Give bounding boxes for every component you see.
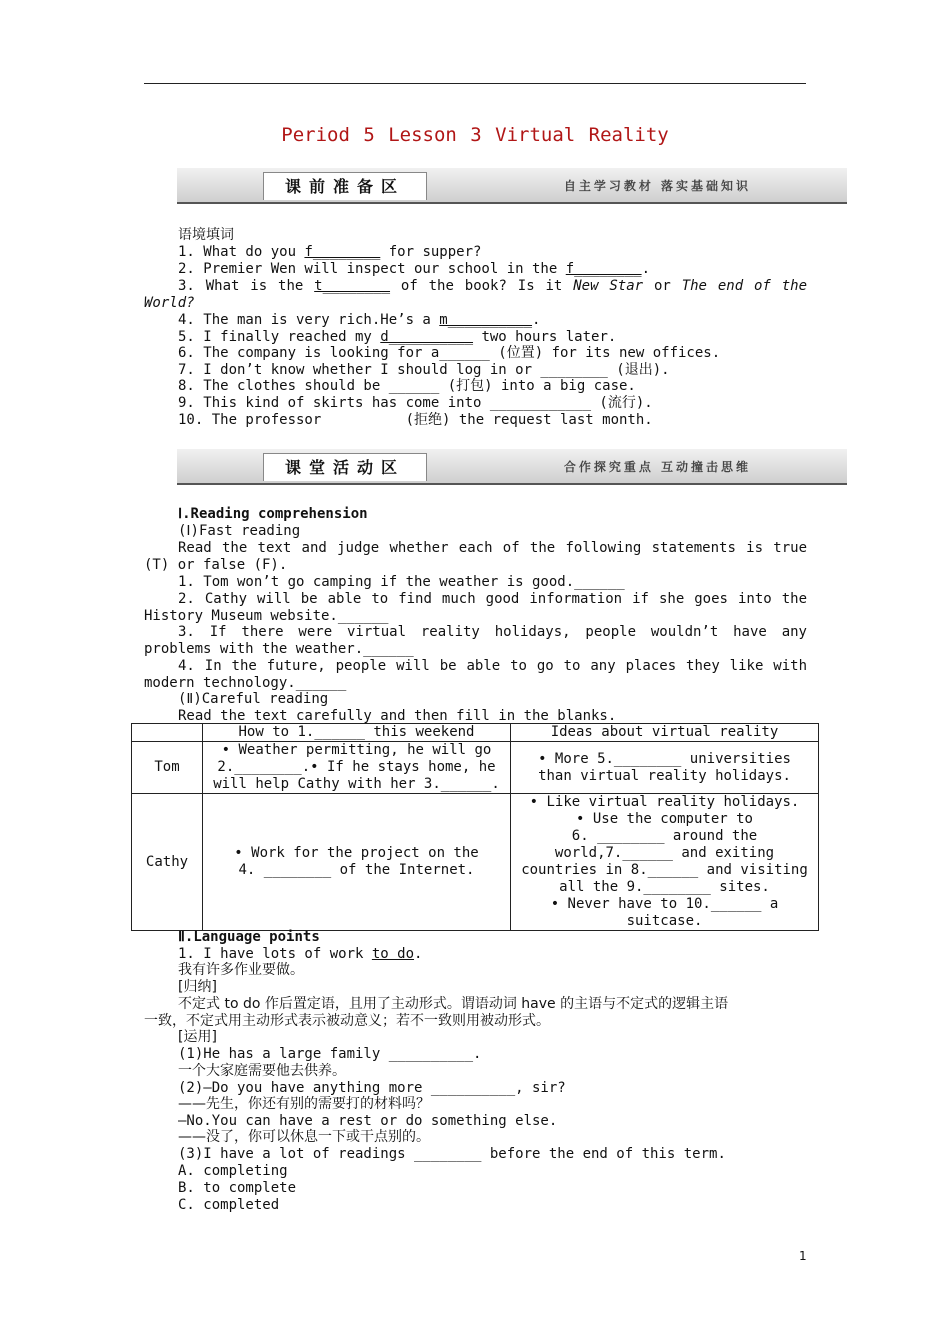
tom-plans: • Weather permitting, he will go 2.________.• If he stays home, he will help Cathy with her 3.______.	[203, 742, 511, 794]
question-9: 9. This kind of skirts has come into ____________ (流行).	[178, 395, 653, 411]
question-10: 10. The professor (拒绝) the request last month.	[178, 412, 653, 428]
fill-in-table	[131, 723, 819, 931]
label-practice: [运用]	[178, 1029, 217, 1045]
cathy-ideas: • Like virtual reality holidays. • Use the computer to 6. ________ around the world,7.______ and exiting countries in 8.______ and visiting all the 9.________ sites. • Never have to 10.______ a suitcase.	[511, 794, 819, 931]
label-summary: [归纳]	[178, 979, 217, 995]
banner-tab-label: 课堂活动区	[263, 453, 427, 481]
exercise-1-translation: 一个大家庭需要他去供养。	[178, 1063, 346, 1079]
subheading-fast-reading: (Ⅰ)Fast reading	[178, 523, 301, 539]
question-7: 7. I don’t know whether I should log in or ________ (退出).	[178, 362, 670, 378]
statement-3-cont: problems with the weather.______	[144, 641, 414, 657]
section-banner-classroom	[177, 449, 847, 485]
rule-line-2: 一致，不定式用主动形式表示被动意义；若不一致则用被动形式。	[144, 1013, 550, 1029]
question-3: 3. What is the t________ of the book? Is it New Star or The end of the	[178, 278, 807, 294]
section-heading-language: Ⅱ.Language points	[178, 929, 320, 945]
section-banner-preview	[177, 168, 847, 204]
question-1: 1. What do you f________ for supper?	[178, 244, 482, 260]
careful-reading-instruction: Read the text carefully and then fill in the blanks.	[178, 708, 617, 724]
exercise-2: (2)—Do you have anything more __________, sir?	[178, 1080, 566, 1096]
point-1: 1. I have lots of work to do.	[178, 946, 423, 962]
statement-3: 3. If there were virtual reality holidays, people wouldn’t have any	[178, 624, 807, 640]
table-row	[132, 742, 819, 794]
row-name-cathy: Cathy	[132, 794, 203, 931]
cathy-plans: • Work for the project on the 4. ________ of the Internet.	[203, 794, 511, 931]
exercise-3: (3)I have a lot of readings ________ before the end of this term.	[178, 1146, 726, 1162]
instruction-line-1: Read the text and judge whether each of the following statements is true	[178, 540, 807, 556]
statement-4: 4. In the future, people will be able to go to any places they like with	[178, 658, 807, 674]
statement-4-cont: modern technology.______	[144, 675, 347, 691]
banner-subtitle: 合作探究重点 互动撞击思维	[563, 460, 751, 474]
page-title: Period 5 Lesson 3 Virtual Reality	[281, 124, 669, 146]
table-header-empty	[132, 724, 203, 742]
question-5: 5. I finally reached my d__________ two hours later.	[178, 329, 617, 345]
page-number: 1	[799, 1249, 807, 1263]
tom-ideas: • More 5.________ universities than virtual reality holidays.	[511, 742, 819, 794]
point-1-translation: 我有许多作业要做。	[178, 962, 304, 978]
question-4: 4. The man is very rich.He’s a m__________.	[178, 312, 541, 328]
option-b: B. to complete	[178, 1180, 297, 1196]
option-a: A. completing	[178, 1163, 288, 1179]
instruction-line-2: (T) or false (F).	[144, 557, 288, 573]
table-header-plans: How to 1.______ this weekend	[203, 724, 511, 742]
table-row	[132, 794, 819, 931]
header-rule	[144, 83, 806, 84]
banner-subtitle: 自主学习教材 落实基础知识	[563, 179, 751, 193]
question-6: 6. The company is looking for a______ (位置) for its new offices.	[178, 345, 721, 361]
exercise-2-translation: ——先生，你还有别的需要打的材料吗？	[178, 1096, 430, 1112]
section-heading-reading: Ⅰ.Reading comprehension	[178, 506, 368, 522]
question-3-cont: World?	[144, 295, 195, 311]
statement-1: 1. Tom won’t go camping if the weather is good.______	[178, 574, 625, 590]
question-8: 8. The clothes should be ______ (打包) into a big case.	[178, 378, 636, 394]
statement-2-cont: History Museum website.______	[144, 608, 389, 624]
question-2: 2. Premier Wen will inspect our school in the f________.	[178, 261, 651, 277]
row-name-tom: Tom	[132, 742, 203, 794]
section-heading-fill-words: 语境填词	[178, 227, 234, 243]
banner-tab-label: 课前准备区	[263, 172, 427, 200]
subheading-careful-reading: (Ⅱ)Careful reading	[178, 691, 329, 707]
table-header-ideas: Ideas about virtual reality	[511, 724, 819, 742]
exercise-2-reply: —No.You can have a rest or do something else.	[178, 1113, 558, 1129]
statement-2: 2. Cathy will be able to find much good information if she goes into the	[178, 591, 807, 607]
exercise-2-reply-translation: ——没了，你可以休息一下或干点别的。	[178, 1129, 430, 1145]
rule-line-1: 不定式 to do 作后置定语，且用了主动形式。谓语动词 have 的主语与不定式的逻辑主语	[178, 996, 729, 1012]
option-c: C. completed	[178, 1197, 280, 1213]
exercise-1: (1)He has a large family __________.	[178, 1046, 482, 1062]
